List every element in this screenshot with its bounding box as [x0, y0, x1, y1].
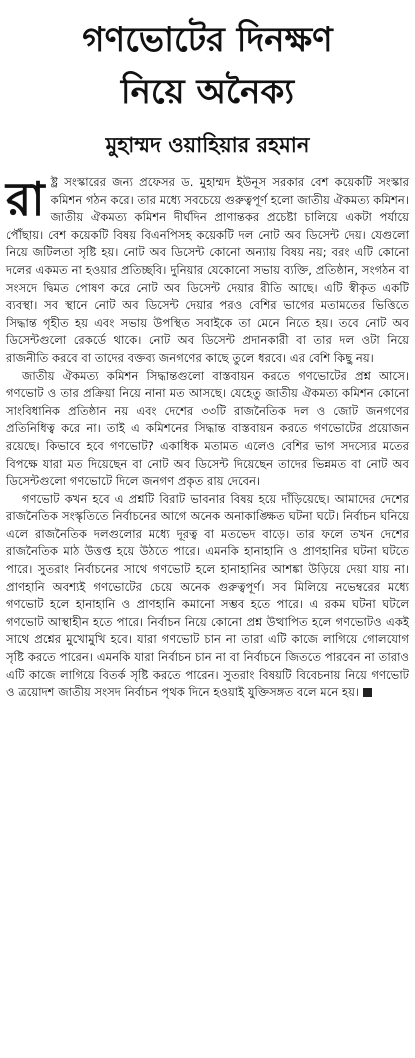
paragraph-1	[6, 174, 409, 368]
article-byline: মুহাম্মদ ওয়াহিয়ার রহমান	[105, 133, 310, 157]
headline-line-1: গণভোটের দিনক্ষণ	[82, 20, 333, 60]
headline-line-2: নিয়ে অনৈক্য	[120, 72, 295, 112]
article-headline	[6, 14, 409, 118]
paragraph-3	[6, 491, 409, 702]
drop-cap: রা	[6, 172, 45, 226]
paragraph-3-text: গণভোট কখন হবে এ প্রশ্নটি বিরাট ভাবনার বিষয় হয়ে দাঁড়িয়েছে। আমাদের দেশের রাজনৈতিক সংস্কৃতিতে নির্বাচনের আগে অনেক অনাকাঙ্ক্ষিত ঘটনা ঘটে। নির্বাচন ঘনিয়ে এলে রাজনৈতিক দলগুলোর মধ্যে দূরত্ব বা মতভেদ বাড়ে। তার ফলে তখন দেশের রাজনৈতিক মাঠ উত্তপ্ত হয়ে উঠতে পারে। এমনকি হানাহানি ও প্রাণহানির ঘটনা ঘটতে পারে। সুতরাং নির্বাচনের সাথে গণভোট হলে হানাহানির আশঙ্কা উড়িয়ে দেয়া যায় না। প্রাণহানি অবশ্যই গণভোটের চেয়ে অনেক গুরুত্বপূর্ণ। সব মিলিয়ে নভেম্বরের মধ্যে গণভোট হলে হানাহানি ও প্রাণহানি কমানো সম্ভব হতে পারে। এ রকম ঘটনা ঘটলে গণভোট আস্থাহীন হতে পারে। নির্বাচন নিয়ে কোনো প্রশ্ন উত্থাপিত হলে গণভোটও একই সাথে প্রশ্নের মুখোমুখি হবে। যারা গণভোট চান না তারা এটি কাজে লাগিয়ে গোলযোগ সৃষ্টি করতে পারেন। এমনকি যারা নির্বাচন চান না বা নির্বাচনে জিততে পারবেন না তারাও এটি কাজে লাগিয়ে বিতর্ক সৃষ্টি করতে পারেন। সুতরাং বিষয়টি বিবেচনায় নিয়ে গণভোট ও ত্রয়োদশ জাতীয় সংসদ নির্বাচন পৃথক দিনে হওয়াই যুক্তিসঙ্গত বলে মনে হয়।	[6, 491, 409, 700]
paragraph-2-text: জাতীয় ঐকমত্য কমিশন সিদ্ধান্তগুলো বাস্তবায়ন করতে গণভোটের প্রশ্ন আসে। গণভোট ও তার প্রক্রিয়া নিয়ে নানা মত আসছে। যেহেতু জাতীয় ঐকমত্য কমিশন কোনো সাংবিধানিক প্রতিষ্ঠান নয় এবং দেশের ৩৩টি রাজনৈতিক দল ও জোট জনগণের প্রতিনিধিত্ব করে না। তাই এ কমিশনের সিদ্ধান্ত বাস্তবায়ন করতে গণভোটের প্রয়োজন রয়েছে। কিভাবে হবে গণভোট? একাধিক মতামত এলেও বেশির ভাগ সদস্যের মতের বিপক্ষে যারা মত দিয়েছেন বা নোট অব ডিসেন্ট দিয়েছেন তাদের ভিন্নমত বা নোট অব ডিসেন্টগুলো গণভোটে দিলে জনগণ প্রকৃত রায় দেবেন।	[6, 368, 409, 489]
end-of-article-icon	[363, 688, 372, 697]
article-body	[6, 174, 409, 702]
paragraph-2	[6, 368, 409, 491]
paragraph-1-text: ষ্ট্র সংস্কারের জন্য প্রফেসর ড. মুহাম্মদ ইউনূস সরকার বেশ কয়েকটি সংস্কার কমিশন গঠন করে। তার মধ্যে সবচেয়ে গুরুত্বপূর্ণ হলো জাতীয় ঐকমত্য কমিশন। জাতীয় ঐকমত্য কমিশন দীর্ঘদিন প্রাণান্তকর প্রচেষ্টা চালিয়ে একটা পর্যায়ে পৌঁছায়। বেশ কয়েকটি বিষয় বিএনপিসহ কয়েকটি দল নোট অব ডিসেন্ট দেয়। যেগুলো নিয়ে জটিলতা সৃষ্টি হয়। নোট অব ডিসেন্ট কোনো অন্যায় বিষয় নয়; বরং এটি কোনো দলের একমত না হওয়ার প্রতিচ্ছবি। দুনিয়ার যেকোনো সভায় ব্যক্তি, প্রতিষ্ঠান, সংগঠন বা সংসদে দ্বিমত পোষণ করে নোট অব ডিসেন্ট দেয়ার রীতি আছে। এটি স্বীকৃত একটি ব্যবস্থা। সব স্থানে নোট অব ডিসেন্ট দেয়ার পরও বেশির ভাগের মতামতের ভিত্তিতে সিদ্ধান্ত গৃহীত হয় এবং সভায় উপস্থিত সবাইকে তা মেনে নিতে হয়। তবে নোট অব ডিসেন্টগুলো রেকর্ডে থাকে। নোট অব ডিসেন্ট প্রদানকারী বা তার দল ওটা নিয়ে রাজনীতি করবে বা তাদের বক্তব্য জনগণের কাছে তুলে ধরবে। এর বেশি কিছু নয়।	[6, 175, 409, 365]
